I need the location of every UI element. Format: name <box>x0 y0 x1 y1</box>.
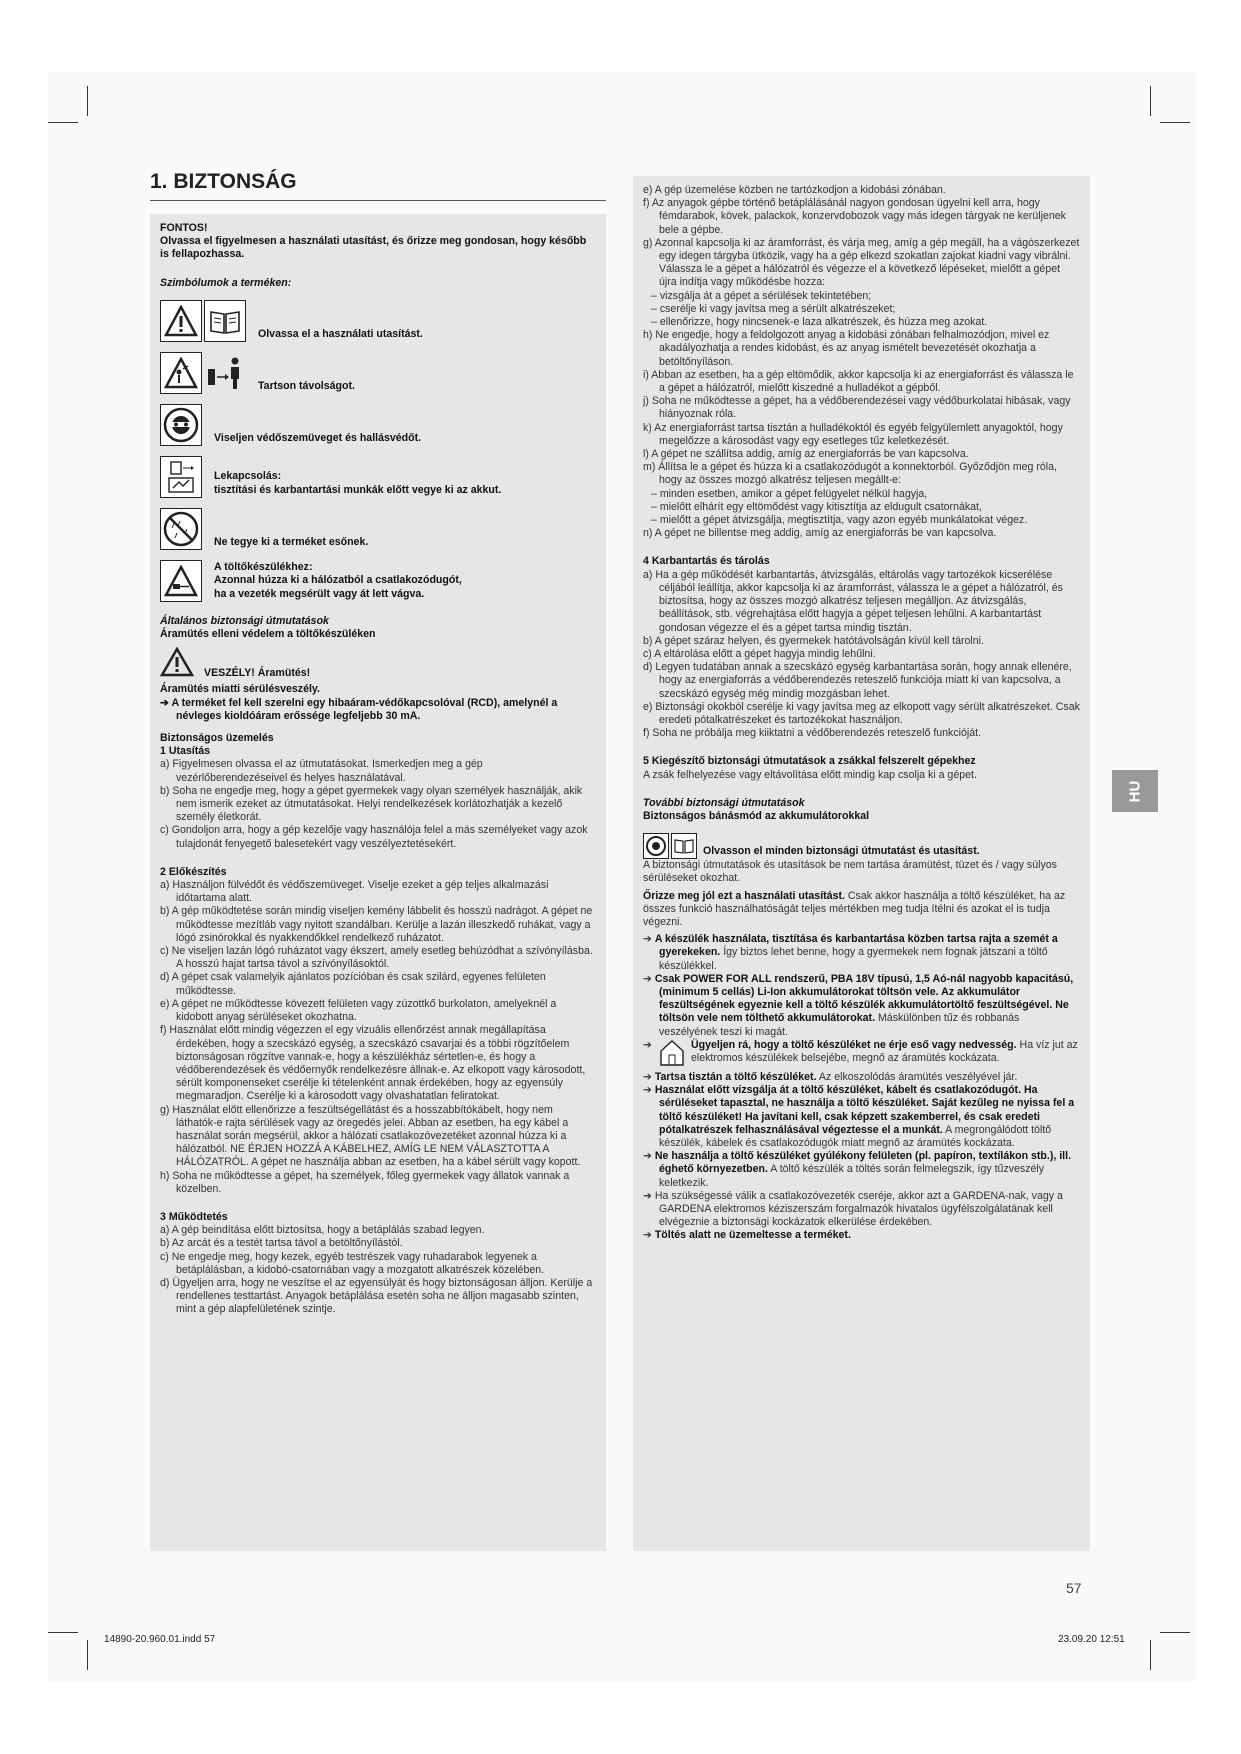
read-all-label: Olvasson el minden biztonsági útmutatást és utasítást. <box>703 844 980 857</box>
fontos-text: Olvassa el figyelmesen a használati utasítást, és őrizze meg gondosan, hogy később is fellapozhassa. <box>160 235 587 261</box>
manual-book-icon <box>204 300 246 342</box>
warning-triangle-icon <box>160 300 202 342</box>
unplug-warning-icon <box>160 560 202 602</box>
symbol-row <box>160 348 596 394</box>
symbol-row <box>160 400 596 446</box>
symbol-label: Tartson távolságot. <box>258 379 355 392</box>
symbols-heading: Szimbólumok a terméken: <box>160 276 292 289</box>
list-item: j) Soha ne működtesse a gépet, ha a védőberendezései vagy védőburkolatai hibásak, vagy hiányoznak róla. <box>643 395 1071 421</box>
arrow-note: ➔ Ügyeljen rá, hogy a töltő készüléket ne érje eső vagy nedvesség. Ha víz jut az elektromos készülékek belsejébe, megnő az áramütés kockázata. <box>643 1039 1080 1071</box>
fontos-label: FONTOS! <box>160 222 208 234</box>
house-icon <box>659 1039 685 1071</box>
list-item: b) Az arcát és a testét tartsa távol a betöltőnyílástól. <box>160 1237 403 1250</box>
ejected-debris-warning-icon <box>160 352 202 394</box>
list-item: g) Használat előtt ellenőrizze a feszültségellátást és a hosszabbítókábelt, hogy nem láthatók-e rajta sérülések vagy az öregedés jelei. Abban az esetben, ha egy kábel a használat során megsérül, akkor a hálózati csatlakozóvezetéket azonnal húzza ki a hálózatból. NE ÉRJEN HOZZÁ A KÁBELHEZ, AMÍG LE NEM VÁLASZTOTTA A HÁLÓZATRÓL. A gépet ne használja abban az esetben, ha a kábel sérült vagy kopott. <box>160 1103 581 1169</box>
no-rain-icon <box>160 508 202 550</box>
arrow-note: ➔ Töltés alatt ne üzemeltesse a terméket. <box>643 1229 851 1242</box>
list-item: e) Biztonsági okokból cserélje ki vagy javítsa meg az elkopott vagy sérült alkatrészeket. Csak eredeti pótalkatrészeket és tartozékokat használjon. <box>643 700 1080 726</box>
safety-info-icon <box>643 833 669 859</box>
list-item: d) A gépet csak valamelyik ajánlatos pozícióban és csak szilárd, egyenes felületen működtesse. <box>160 971 546 997</box>
manual-book-icon <box>671 833 697 859</box>
arrow-note: ➔ Ne használja a töltő készüléket gyúlékony felületen (pl. papíron, textílákon stb.), ill. éghető környezetben. A töltő készülék a töltés során felmelegszik, így tűzveszély keletkezik. <box>643 1150 1072 1189</box>
left-column <box>150 214 606 1551</box>
arrow-note: ➔ Ha szükségessé válik a csatlakozóvezeték cseréje, akkor azt a GARDENA-nak, vagy a GARDENA elektromos kéziszerszám forgalmazók hivatalos ügyfélszolgálatának kell elvégeznie a biztonsági kockázatok elkerülése érdekében. <box>643 1189 1063 1229</box>
symbol-row <box>160 296 596 342</box>
list-item: a) Használjon fülvédőt és védőszemüveget. Viselje ezeket a gép teljes alkalmazási időtartama alatt. <box>160 879 549 905</box>
s4-heading: 4 Karbantartás és tárolás <box>643 555 770 568</box>
title-rule <box>150 200 606 201</box>
s5-heading: 5 Kiegészítő biztonsági útmutatások a zsákkal felszerelt gépekhez <box>643 755 976 768</box>
dash-item: – ellenőrizze, hogy nincsenek-e laza alkatrészek, és húzza meg azokat. <box>651 316 988 329</box>
list-item: g) Azonnal kapcsolja ki az áramforrást, és várja meg, amíg a gép megáll, ha a vágószerkezet egy idegen tárgyba ütközik, vagy ha a gép elkezd szokatlan zajokat kiadni vagy vibrálni. Válassza le a gépet a hálózatról és végezze el a következő lépéseket, mielőtt a gépet újra indítja vagy működésbe hozza: <box>643 236 1080 289</box>
list-item: l) A gépet ne szállítsa addig, amíg az energiaforrás be van kapcsolva. <box>643 448 969 461</box>
symbol-row <box>160 504 596 550</box>
read-all-text: A biztonsági útmutatások és utasítások be nem tartása áramütést, tüzet és / vagy súlyos sérüléseket okozhat. <box>643 859 1057 885</box>
crop-mark <box>87 1640 88 1670</box>
list-item: c) Gondoljon arra, hogy a gép kezelője vagy használója felel a más személyeket vagy azok tulajdonát fenyegető balesetekért vagy veszélyeztetésekért. <box>160 824 588 850</box>
eye-ear-protection-icon <box>160 404 202 446</box>
rcd-note: ➔ A terméket fel kell szerelni egy hibaáram-védőkapcsolóval (RCD), amelynél a névleges kioldóáram erőssége legfeljebb 30 mA. <box>160 696 558 722</box>
list-item: c) Ne engedje meg, hogy kezek, egyéb testrészek vagy ruhadarabok legyenek a betáplálásban, a kidobó-csatornában vagy a mozgatott alkatrészek közelében. <box>160 1250 545 1276</box>
footer-timestamp: 23.09.20 12:51 <box>1058 1634 1125 1645</box>
dash-item: – cserélje ki vagy javítsa meg a sérült alkatrészeket; <box>651 302 896 315</box>
battery-heading: Biztonságos bánásmód az akkumulátorokkal <box>643 809 870 822</box>
dash-item: – minden esetben, amikor a gépet felügyelet nélkül hagyja, <box>651 487 928 500</box>
general-heading: Általános biztonsági útmutatások <box>160 614 329 627</box>
symbol-label: Ne tegye ki a terméket esőnek. <box>214 535 369 548</box>
list-item: b) A gépet száraz helyen, és gyermekek hatótávolságán kívül kell tárolni. <box>643 634 984 647</box>
list-item: f) Használat előtt mindig végezzen el egy vizuális ellenőrzést annak megállapítása érdekében, hogy a szecskázó egység, a szecskázó csavarjai és a többi rögzítőelem biztonságosan rögzítve vannak-e, hogy a készülékház sértetlen-e, és hogy a védőberendezések és védőernyők rendelkezésre állnak-e. Az elkopott vagy károsodott, sérült komponenseket cserélje ki tételenként annak érdekében, hogy az egyensúly megmaradjon. Cserélje ki a károsodott vagy olvashatatlan feliratokat. <box>160 1024 586 1103</box>
list-item: c) A eltárolása előtt a gépet hagyja mindig lehűlni. <box>643 647 876 660</box>
list-item: k) Az energiaforrást tartsa tisztán a hulladékoktól és egyéb felgyülemlett anyagoktól, hogy megelőzze a károsodást vagy egy esetleges tűz keletkezését. <box>643 421 1063 447</box>
section-title: 1. BIZTONSÁG <box>150 170 297 193</box>
arrow-note: ➔ A készülék használata, tisztítása és karbantartása közben tartsa rajta a szemét a gyerekeken. Így biztos lehet benne, hogy a gyermekek nem fognak játszani a töltő készülékkel. <box>643 933 1058 972</box>
further-heading: További biztonsági útmutatások <box>643 796 805 809</box>
crop-mark <box>1150 86 1151 116</box>
language-tab: HU <box>1112 770 1158 812</box>
list-item: i) Abban az esetben, ha a gép eltömődik, akkor kapcsolja ki az energiaforrást és válassza le a gépet a hálózatról, mielőtt kiszedné a hulladékot a gépből. <box>643 368 1074 395</box>
symbol-label: A töltőkészülékhez: Azonnal húzza ki a hálózatból a csatlakozódugót, ha a vezeték megsérült vagy át lett vágva. <box>214 561 462 600</box>
list-item: d) Ügyeljen arra, hogy ne veszítse el az egyensúlyát és hogy biztonságosan álljon. Kerülje a rendellenes testtartást. Anyagok betáplálása esetén soha ne álljon magasabb szinten, mint a gép alapfelületének szintje. <box>160 1276 593 1316</box>
arrow-note: ➔ Használat előtt vizsgálja át a töltő készüléket, kábelt és csatlakozódugót. Ha sérüléseket tapasztal, ne használja a töltő készüléket. Saját kezűleg ne nyissa fel a töltő készüléket! Ha javítani kell, csak képzett szakemberrel, és csak eredeti pótalkatrészek felhasználásával végeztesse el a munkát. A megrongálódott töltő készülék, kábelek és csatlakozódugók miatt megnő az áramütés kockázata. <box>643 1084 1075 1149</box>
list-item: h) Soha ne működtesse a gépet, ha személyek, főleg gyermekek vagy állatok vannak a közelben. <box>160 1169 570 1195</box>
list-item: b) Soha ne engedje meg, hogy a gépet gyermekek vagy olyan személyek használják, akik nem ismerik ezeket az útmutatásokat. Helyi rendelkezések korlátozhatják a kezelő személy életkorát. <box>160 784 583 824</box>
list-item: c) Ne viseljen lazán lógó ruházatot vagy ékszert, amely esetleg behúzódhat a szívónyílásba. A hosszú hajat tartsa távol a szívónyílásoktól. <box>160 945 593 971</box>
arrow-note: ➔ Tartsa tisztán a töltő készüléket. Az elkoszolódás áramütés veszélyével jár. <box>643 1070 1018 1083</box>
crop-mark <box>48 122 78 123</box>
list-item: d) Legyen tudatában annak a szecskázó egység karbantartása során, hogy annak ellenére, hogy az energiaforrás a védőberendezés reteszelő funkciója miatt ki van kapcsolva, a szecskázó egység még mindig mozgásban lehet. <box>643 661 1072 700</box>
crop-mark <box>48 1632 78 1633</box>
keep-distance-icon <box>204 352 246 394</box>
safe-op-heading: Biztonságos üzemelés <box>160 732 274 745</box>
symbol-row <box>160 452 596 498</box>
list-item: a) A gép beindítása előtt biztosítsa, hogy a betáplálás szabad legyen. <box>160 1224 485 1237</box>
danger-row <box>160 647 596 681</box>
arrow-note: ➔ Csak POWER FOR ALL rendszerű, PBA 18V típusú, 1,5 Aó-nál nagyobb kapacitású, (minimum 5 cellás) Li-Ion akkumulátorokat töltsön vele. Az akkumulátor feszültségének egyeznie kell a töltő készülék akkumulátortöltő feszültségével. Ne töltsön vele nem tölthető akkumulátorokat. Máskülönben tűz és robbanás veszélyének teszi ki magát. <box>643 972 1074 1038</box>
list-item: n) A gépet ne billentse meg addig, amíg az energiaforrás be van kapcsolva. <box>643 527 997 540</box>
list-item: m) Állítsa le a gépet és húzza ki a csatlakozódugót a konnektorból. Győződjön meg róla, hogy az összes mozgó alkatrész teljesen megállt-e: <box>643 461 1057 487</box>
danger-label: VESZÉLY! Áramütés! <box>204 667 311 680</box>
s3-heading: 3 Működtetés <box>160 1210 228 1223</box>
keep-note: Őrizze meg jól ezt a használati utasítást. Csak akkor használja a töltő készüléket, ha az összes funkció használhatóságát teljes mértékben meg tudja ítélni és azokat el is tudja végezni. <box>643 889 1066 928</box>
dash-item: – mielőtt a gépet átvizsgálja, megtisztítja, vagy azon egyéb munkálatokat végez. <box>651 514 1028 527</box>
crop-mark <box>87 86 88 116</box>
list-item: h) Ne engedje, hogy a feldolgozott anyag a kidobási zónában felhalmozódjon, mivel ez akadályozhatja a rendes kidobást, és az anyag ismételt bevezetését okozhatja a betöltőnyíláson. <box>643 329 1050 368</box>
list-item: e) A gépet ne működtesse kövezett felületen vagy zúzottkő burkolaton, amelyeknél a kidobott anyag sérüléseket okozhatna. <box>160 997 557 1024</box>
list-item: b) A gép működtetése során mindig viseljen kemény lábbelit és hosszú nadrágot. A gépet ne működtesse mezítláb vagy nyitott szandálban. Kerülje a lazán illeszkedő ruhákat, vagy a lógó zsinórokkal és nyakkendőkkel rendelkező ruházatot. <box>160 905 593 944</box>
list-item: e) A gép üzemelése közben ne tartózkodjon a kidobási zónában. <box>643 184 946 196</box>
crop-mark <box>1160 122 1190 123</box>
footer-file-info: 14890-20.960.01.indd 57 <box>104 1634 216 1645</box>
list-item: f) Soha ne próbálja meg kiiktatni a védőberendezés reteszelő funkcióját. <box>643 727 982 740</box>
symbol-row <box>160 556 596 602</box>
symbol-label: Olvassa el a használati utasítást. <box>258 327 423 340</box>
right-column <box>633 176 1090 1551</box>
dash-item: – vizsgálja át a gépet a sérülések tekintetében; <box>651 289 872 302</box>
shock-heading: Áramütés elleni védelem a töltőkészüléken <box>160 628 376 641</box>
crop-mark <box>1160 1632 1190 1633</box>
crop-mark <box>1150 1640 1151 1670</box>
warning-triangle-icon <box>160 647 194 681</box>
list-item: f) Az anyagok gépbe történő betáplálásánál nagyon gondosan ügyelni kell arra, hogy fémdarabok, kövek, palackok, konzervdobozok vagy más idegen tárgyak ne kerüljenek bele a gépbe. <box>643 197 1066 236</box>
list-item: a) Figyelmesen olvassa el az útmutatásokat. Ismerkedjen meg a gép vezérlőberendezéseivel és helyes használatával. <box>160 758 483 784</box>
list-item: a) Ha a gép működését karbantartás, átvizsgálás, eltárolás vagy tartozékok kicserélése céljából leállítja, akkor kapcsolja ki az áramforrást, válassza le a gépet a hálózatról, és biztosítsa, hogy az összes mozgó alkatrész teljesen megálljon. Az átvizsgálás, beállítások, stb. végrehajtása előtt hagyja a gépet teljesen lehűlni. A karbantartást gondosan végezze el és a gépet tartsa mindig tisztán. <box>643 568 1063 634</box>
s1-heading: 1 Utasítás <box>160 745 211 758</box>
battery-remove-icon <box>160 456 202 498</box>
dash-item: – mielőtt elhárít egy eltömődést vagy kitisztítja az eldugult csatornákat, <box>651 500 982 513</box>
symbol-label: Lekapcsolás: tisztítási és karbantartási munkák előtt vegye ki az akkut. <box>214 470 502 496</box>
s5-text: A zsák felhelyezése vagy eltávolítása előtt mindig kap csolja ki a gépet. <box>643 768 977 781</box>
symbol-label: Viseljen védőszemüveget és hallásvédőt. <box>214 431 422 444</box>
page-number: 57 <box>1066 1580 1082 1596</box>
read-all-row <box>643 829 1080 859</box>
danger-sub: Áramütés miatti sérülésveszély. <box>160 683 320 696</box>
s2-heading: 2 Előkészítés <box>160 865 227 878</box>
